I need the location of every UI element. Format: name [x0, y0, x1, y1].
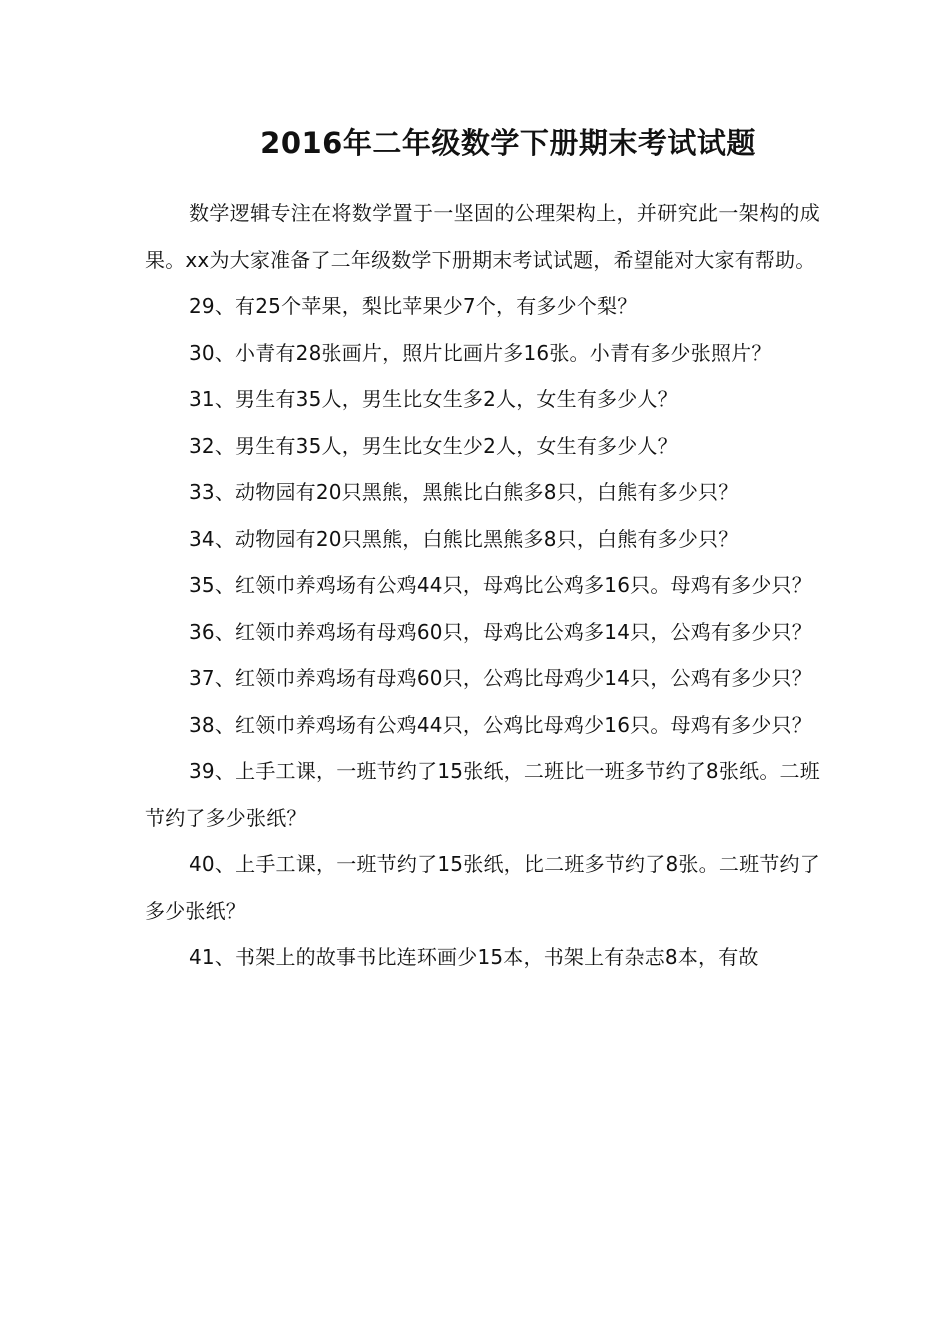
- question-36: 36、红领巾养鸡场有母鸡60只，母鸡比公鸡多14只，公鸡有多少只？: [189, 619, 812, 644]
- question-37: 37、红领巾养鸡场有母鸡60只，公鸡比母鸡少14只，公鸡有多少只？: [189, 666, 812, 690]
- question-34: 34、动物园有20只黑熊，白熊比黑熊多8只，白熊有多少只？: [189, 526, 739, 551]
- question-40: 40、上手工课，一班节约了15张纸，比二班多节约了8张。二班节约了多少张纸？: [145, 852, 820, 923]
- question-39: 39、上手工课，一班节约了15张纸，二班比一班多节约了8张纸。二班节约了多少张纸？: [145, 759, 820, 830]
- question-35: 35、红领巾养鸡场有公鸡44只，母鸡比公鸡多16只。母鸡有多少只？: [189, 573, 812, 597]
- question-30: 30、小青有28张画片，照片比画片多16张。小青有多少张照片？: [189, 340, 772, 365]
- question-33: 33、动物园有20只黑熊，黑熊比白熊多8只，白熊有多少只？: [189, 480, 739, 504]
- question-29: 29、有25个苹果，梨比苹果少7个，有多少个梨？: [189, 294, 638, 318]
- question-31: 31、男生有35人，男生比女生多2人，女生有多少人？: [189, 387, 678, 411]
- question-32: 32、男生有35人，男生比女生少2人，女生有多少人？: [189, 433, 678, 458]
- document-title: 2016年二年级数学下册期末考试试题: [260, 126, 756, 160]
- intro-paragraph: 数学逻辑专注在将数学置于一坚固的公理架构上，并研究此一架构的成果。xx为大家准备了二年级数学下册期末考试试题，希望能对大家有帮助。: [145, 201, 820, 272]
- question-38: 38、红领巾养鸡场有公鸡44只，公鸡比母鸡少16只。母鸡有多少只？: [189, 712, 812, 737]
- document-body: [145, 190, 820, 981]
- question-41: 41、书架上的故事书比连环画少15本，书架上有杂志8本，有故: [189, 945, 759, 969]
